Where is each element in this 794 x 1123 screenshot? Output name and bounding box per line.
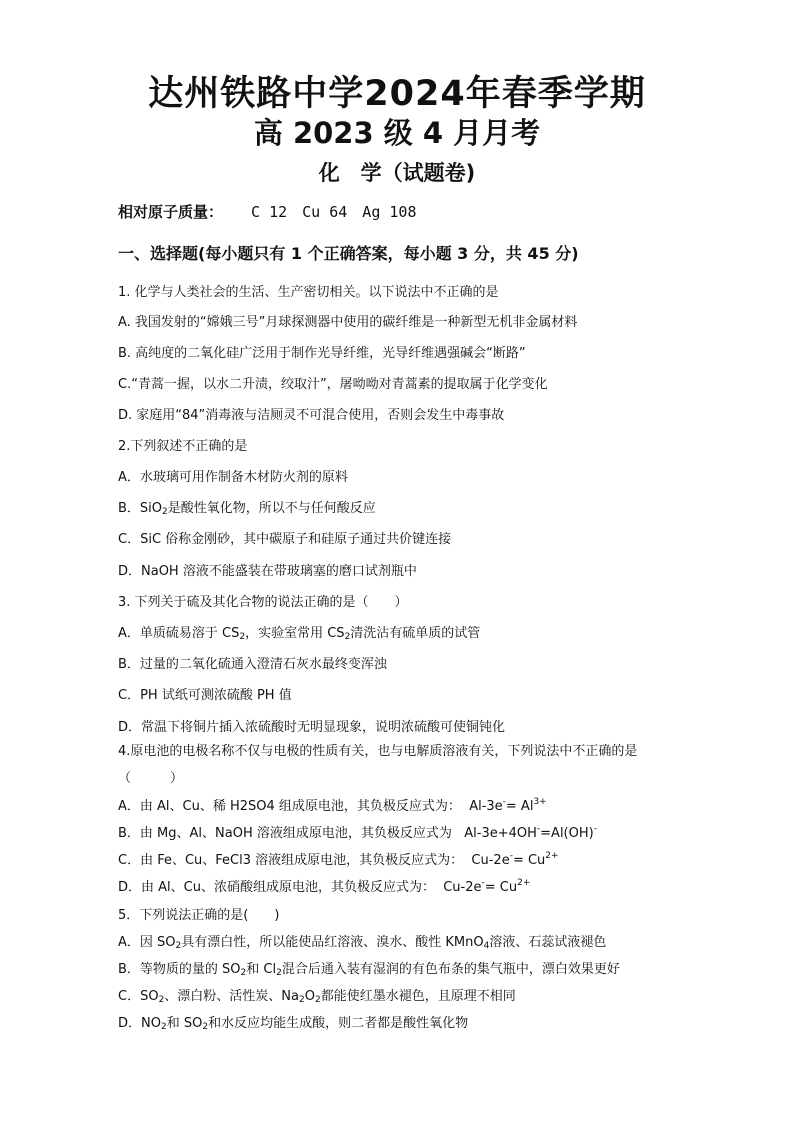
question-4-option-d: [118, 878, 778, 898]
question-1-option-b: B. 高纯度的二氧化硅广泛用于制作光导纤维，光导纤维遇强碱会“断路”: [118, 346, 526, 361]
question-3-option-a: [118, 624, 778, 644]
q5c-sub-2: 2: [299, 995, 305, 1005]
q4a-text: A．由 Al、Cu、稀 H2SO4 组成原电池，其负极反应式为：: [118, 799, 461, 814]
q5b-text-1: B．等物质的量的 SO: [118, 962, 241, 977]
q3a-sub-2: 2: [344, 632, 351, 642]
question-4-answer-blank: （ ）: [118, 771, 184, 786]
q5c-text-2: 、漂白粉、活性炭、Na: [164, 989, 299, 1004]
q4d-eq-2: = Cu: [484, 880, 518, 895]
q5a-text-2: 具有漂白性，所以能使品红溶液、溴水、酸性 KMnO: [181, 935, 484, 950]
q5b-text-3: 混合后通入装有湿润的有色布条的集气瓶中，漂白效果更好: [281, 962, 620, 977]
q3a-sub-1: 2: [239, 632, 246, 642]
question-2-option-c: C．SiC 俗称金刚砂，其中碳原子和硅原子通过共价键连接: [118, 532, 452, 547]
atomic-mass-label: 相对原子质量：: [118, 203, 224, 221]
q4c-eq-1: Cu-2e: [471, 853, 510, 868]
q4c-sup-1: -: [509, 851, 513, 861]
q5d-sub-2: 2: [202, 1022, 209, 1032]
question-2-stem: 2.下列叙述不正确的是: [118, 439, 248, 454]
q5c-text-3: O: [304, 989, 315, 1004]
question-2-option-a: A．水玻璃可用作制备木材防火剂的原料: [118, 470, 348, 485]
question-5-option-d: [118, 1014, 778, 1034]
question-5-stem: 5．下列说法正确的是( ): [118, 908, 280, 923]
q4a-eq-2: = Al: [505, 799, 534, 814]
atomic-mass-values: C 12 Cu 64 Ag 108: [251, 203, 417, 221]
q5c-text-1: C．SO: [118, 989, 159, 1004]
q4c-text: C．由 Fe、Cu、FeCl3 溶液组成原电池，其负极反应式为：: [118, 853, 464, 868]
q4b-eq-2: =Al(OH): [540, 826, 594, 841]
q4c-eq-2: = Cu: [512, 853, 546, 868]
q2b-text-1: B．SiO: [118, 501, 163, 516]
question-2-option-b: [118, 499, 778, 519]
q5b-sub-1: 2: [240, 968, 247, 978]
q2b-text-2: 是酸性氧化物，所以不与任何酸反应: [167, 501, 376, 516]
section-one-title: 一、选择题(每小题只有 1 个正确答案，每小题 3 分，共 45 分): [118, 244, 579, 263]
q3a-text-3: 清洗沾有硫单质的试管: [350, 626, 481, 641]
question-1-option-a: A. 我国发射的“嫦娥三号”月球探测器中使用的碳纤维是一种新型无机非金属材料: [118, 315, 578, 330]
q4d-eq-1: Cu-2e: [443, 880, 482, 895]
q5d-sub-1: 2: [160, 1022, 167, 1032]
q4c-sup-2: 2+: [545, 851, 559, 861]
q5c-text-4: 都能使红墨水褪色，且原理不相同: [320, 989, 516, 1004]
q5c-sub-3: 2: [314, 995, 321, 1005]
exam-school-title: 达州铁路中学2024年春季学期: [148, 74, 646, 114]
exam-grade-title: 高 2023 级 4 月月考: [253, 116, 541, 150]
q5d-text-1: D．NO: [118, 1016, 161, 1031]
q3a-text-2: ，实验室常用 CS: [245, 626, 345, 641]
question-5-option-c: [118, 987, 778, 1007]
exam-subject-title: 化 学（试题卷): [318, 161, 476, 185]
q4a-eq-1: Al-3e: [469, 799, 503, 814]
question-1-option-c: C.“青蒿一握，以水二升渍，绞取汁”，屠呦呦对青蒿素的提取属于化学变化: [118, 377, 548, 392]
question-2-option-d: D．NaOH 溶液不能盛装在带玻璃塞的磨口试剂瓶中: [118, 564, 417, 579]
q5a-sub-1: 2: [175, 941, 182, 951]
q4b-eq-1: Al-3e+4OH: [464, 826, 537, 841]
q5d-text-3: 和水反应均能生成酸，则二者都是酸性氧化物: [208, 1016, 469, 1031]
question-5-option-b: [118, 960, 778, 980]
q5a-text-3: 溶液、石蕊试液褪色: [489, 935, 607, 950]
q4b-text: B．由 Mg、Al、NaOH 溶液组成原电池，其负极反应式为: [118, 826, 452, 841]
question-4-stem: 4.原电池的电极名称不仅与电极的性质有关，也与电解质溶液有关，下列说法中不正确的是: [118, 744, 638, 759]
q4d-sup-1: -: [481, 878, 485, 888]
question-4-option-c: [118, 851, 778, 871]
question-4-option-b: [118, 824, 778, 844]
q5b-text-2: 和 Cl: [246, 962, 277, 977]
question-5-option-a: [118, 933, 778, 953]
q5a-text-1: A．因 SO: [118, 935, 176, 950]
q4a-sup-2: 3+: [533, 797, 547, 807]
q3a-text-1: A．单质硫易溶于 CS: [118, 626, 240, 641]
question-3-option-c: C．PH 试纸可测浓硫酸 PH 值: [118, 688, 292, 703]
q4a-sup-1: -: [502, 797, 506, 807]
question-3-option-b: B．过量的二氧化硫通入澄清石灰水最终变浑浊: [118, 657, 387, 672]
question-1-stem: 1. 化学与人类社会的生活、生产密切相关。以下说法中不正确的是: [118, 285, 499, 300]
question-3-option-d: D．常温下将铜片插入浓硫酸时无明显现象，说明浓硫酸可使铜钝化: [118, 720, 506, 735]
atomic-mass-line: [118, 202, 778, 222]
question-4-option-a: [118, 797, 778, 817]
q2b-sub: 2: [162, 507, 168, 517]
question-3-stem: 3. 下列关于硫及其化合物的说法正确的是（ ）: [118, 595, 408, 610]
q5a-sub-2: 4: [483, 941, 490, 951]
q5d-text-2: 和 SO: [166, 1016, 203, 1031]
q4d-text: D．由 Al、Cu、浓硝酸组成原电池，其负极反应式为：: [118, 880, 435, 895]
q4b-sup-2: -: [593, 824, 597, 834]
question-1-option-d: D. 家庭用“84”消毒液与洁厕灵不可混合使用，否则会发生中毒事故: [118, 408, 505, 423]
q5c-sub-1: 2: [158, 995, 165, 1005]
q4b-sup-1: -: [536, 824, 541, 834]
q4d-sup-2: 2+: [517, 878, 531, 888]
q5b-sub-2: 2: [276, 968, 282, 978]
